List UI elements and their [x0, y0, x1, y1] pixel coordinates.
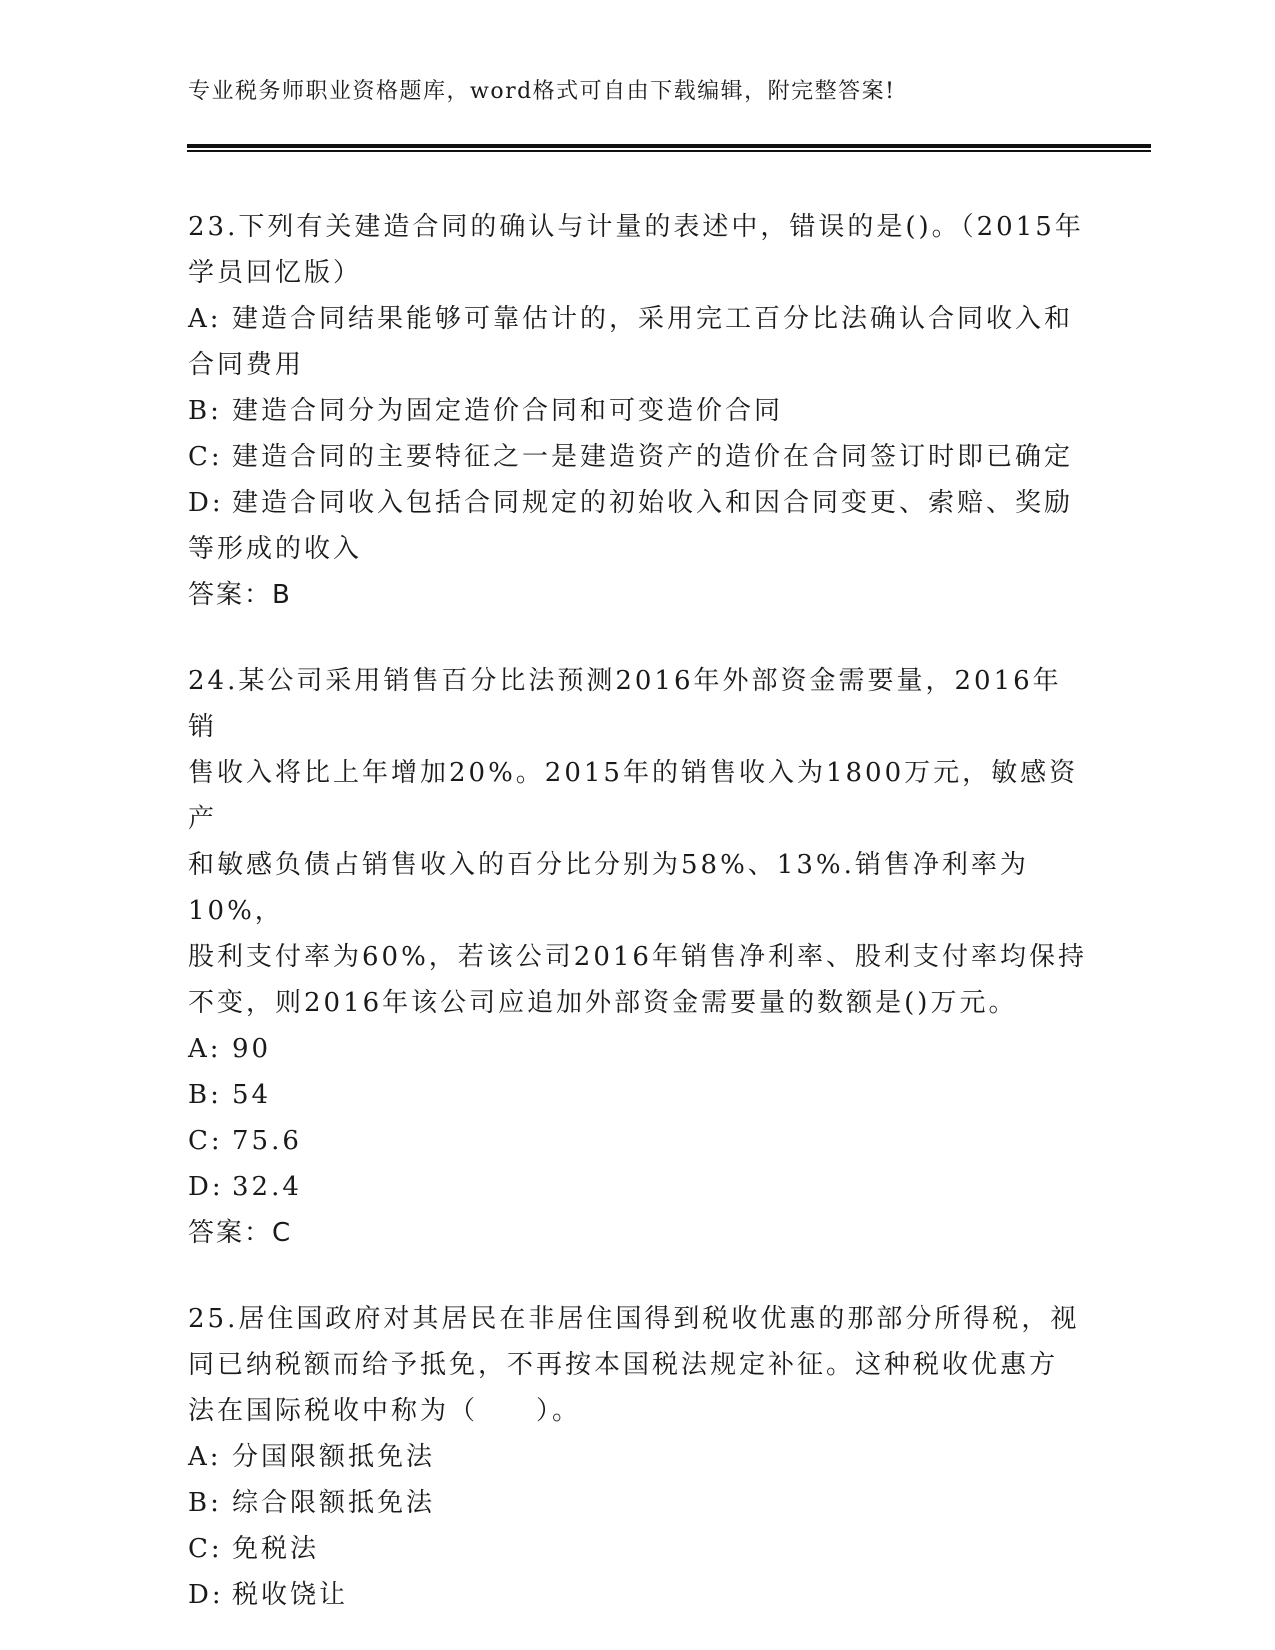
option-text: 建造合同结果能够可靠估计的，采用完工百分比法确认合同收入和 — [232, 304, 1074, 334]
option-a-continued: 合同费用 — [188, 350, 305, 380]
option-letter: B: — [188, 1488, 222, 1518]
option-text: 75.6 — [232, 1126, 302, 1156]
option-letter: A: — [188, 1442, 222, 1472]
option-text: 建造合同的主要特征之一是建造资产的造价在合同签订时即已确定 — [232, 442, 1074, 472]
option-b — [188, 1072, 1088, 1118]
option-letter: A: — [188, 304, 222, 334]
option-letter: B: — [188, 1080, 222, 1110]
option-b — [188, 1480, 1088, 1526]
page-header: 专业税务师职业资格题库，word格式可自由下载编辑，附完整答案! — [188, 79, 896, 104]
question-stem-line: 24.某公司采用销售百分比法预测2016年外部资金需要量，2016年销 — [188, 666, 1062, 742]
option-c — [188, 1526, 1088, 1572]
answer-label: 答案：B — [188, 580, 292, 610]
option-letter: C: — [188, 1534, 223, 1564]
question-stem-line: 售收入将比上年增加20%。2015年的销售收入为1800万元，敏感资产 — [188, 758, 1079, 834]
option-text: 免税法 — [232, 1534, 320, 1564]
option-a — [188, 296, 1088, 342]
question-stem-line: 股利支付率为60%，若该公司2016年销售净利率、股利支付率均保持 — [188, 942, 1087, 972]
question-stem-line: 同已纳税额而给予抵免，不再按本国税法规定补征。这种税收优惠方 — [188, 1350, 1059, 1380]
option-letter: B: — [188, 396, 222, 426]
option-letter: D: — [188, 1172, 224, 1202]
option-text: 建造合同收入包括合同规定的初始收入和因合同变更、索赔、奖励 — [232, 488, 1074, 518]
option-letter: D: — [188, 488, 224, 518]
option-text: 分国限额抵免法 — [232, 1442, 436, 1472]
option-a — [188, 1434, 1088, 1480]
option-letter: D: — [188, 1580, 224, 1610]
question-stem-line: 学员回忆版） — [188, 258, 363, 288]
option-text: 综合限额抵免法 — [232, 1488, 436, 1518]
option-text: 32.4 — [232, 1172, 302, 1202]
option-d — [188, 1572, 1088, 1618]
option-b — [188, 388, 1088, 434]
option-text: 建造合同分为固定造价合同和可变造价合同 — [232, 396, 784, 426]
answer-label: 答案：C — [188, 1218, 293, 1248]
header-rule-thick — [187, 144, 1151, 148]
option-text: 54 — [232, 1080, 272, 1110]
option-d — [188, 1164, 1088, 1210]
option-c — [188, 1118, 1088, 1164]
question-25 — [188, 1296, 1088, 1618]
option-a — [188, 1026, 1088, 1072]
option-d-continued: 等形成的收入 — [188, 534, 363, 564]
question-list — [188, 204, 1088, 1618]
question-stem-line: 25.居住国政府对其居民在非居住国得到税收优惠的那部分所得税，视 — [188, 1304, 1080, 1334]
option-text: 90 — [232, 1034, 272, 1064]
option-text: 税收饶让 — [232, 1580, 349, 1610]
question-spacer — [188, 618, 1088, 658]
question-23 — [188, 204, 1088, 618]
question-stem-line: 23.下列有关建造合同的确认与计量的表述中，错误的是()。（2015年 — [188, 212, 1084, 242]
option-letter: A: — [188, 1034, 222, 1064]
option-d — [188, 480, 1088, 526]
question-spacer — [188, 1256, 1088, 1296]
question-stem-line: 法在国际税收中称为（ ）。 — [188, 1396, 582, 1426]
question-stem-line: 不变，则2016年该公司应追加外部资金需要量的数额是()万元。 — [188, 988, 1018, 1018]
question-24 — [188, 658, 1088, 1256]
option-letter: C: — [188, 442, 223, 472]
header-rule-thin — [187, 150, 1151, 152]
question-stem-line: 和敏感负债占销售收入的百分比分别为58%、13%.销售净利率为10%， — [188, 850, 1029, 926]
option-letter: C: — [188, 1126, 223, 1156]
option-c — [188, 434, 1088, 480]
